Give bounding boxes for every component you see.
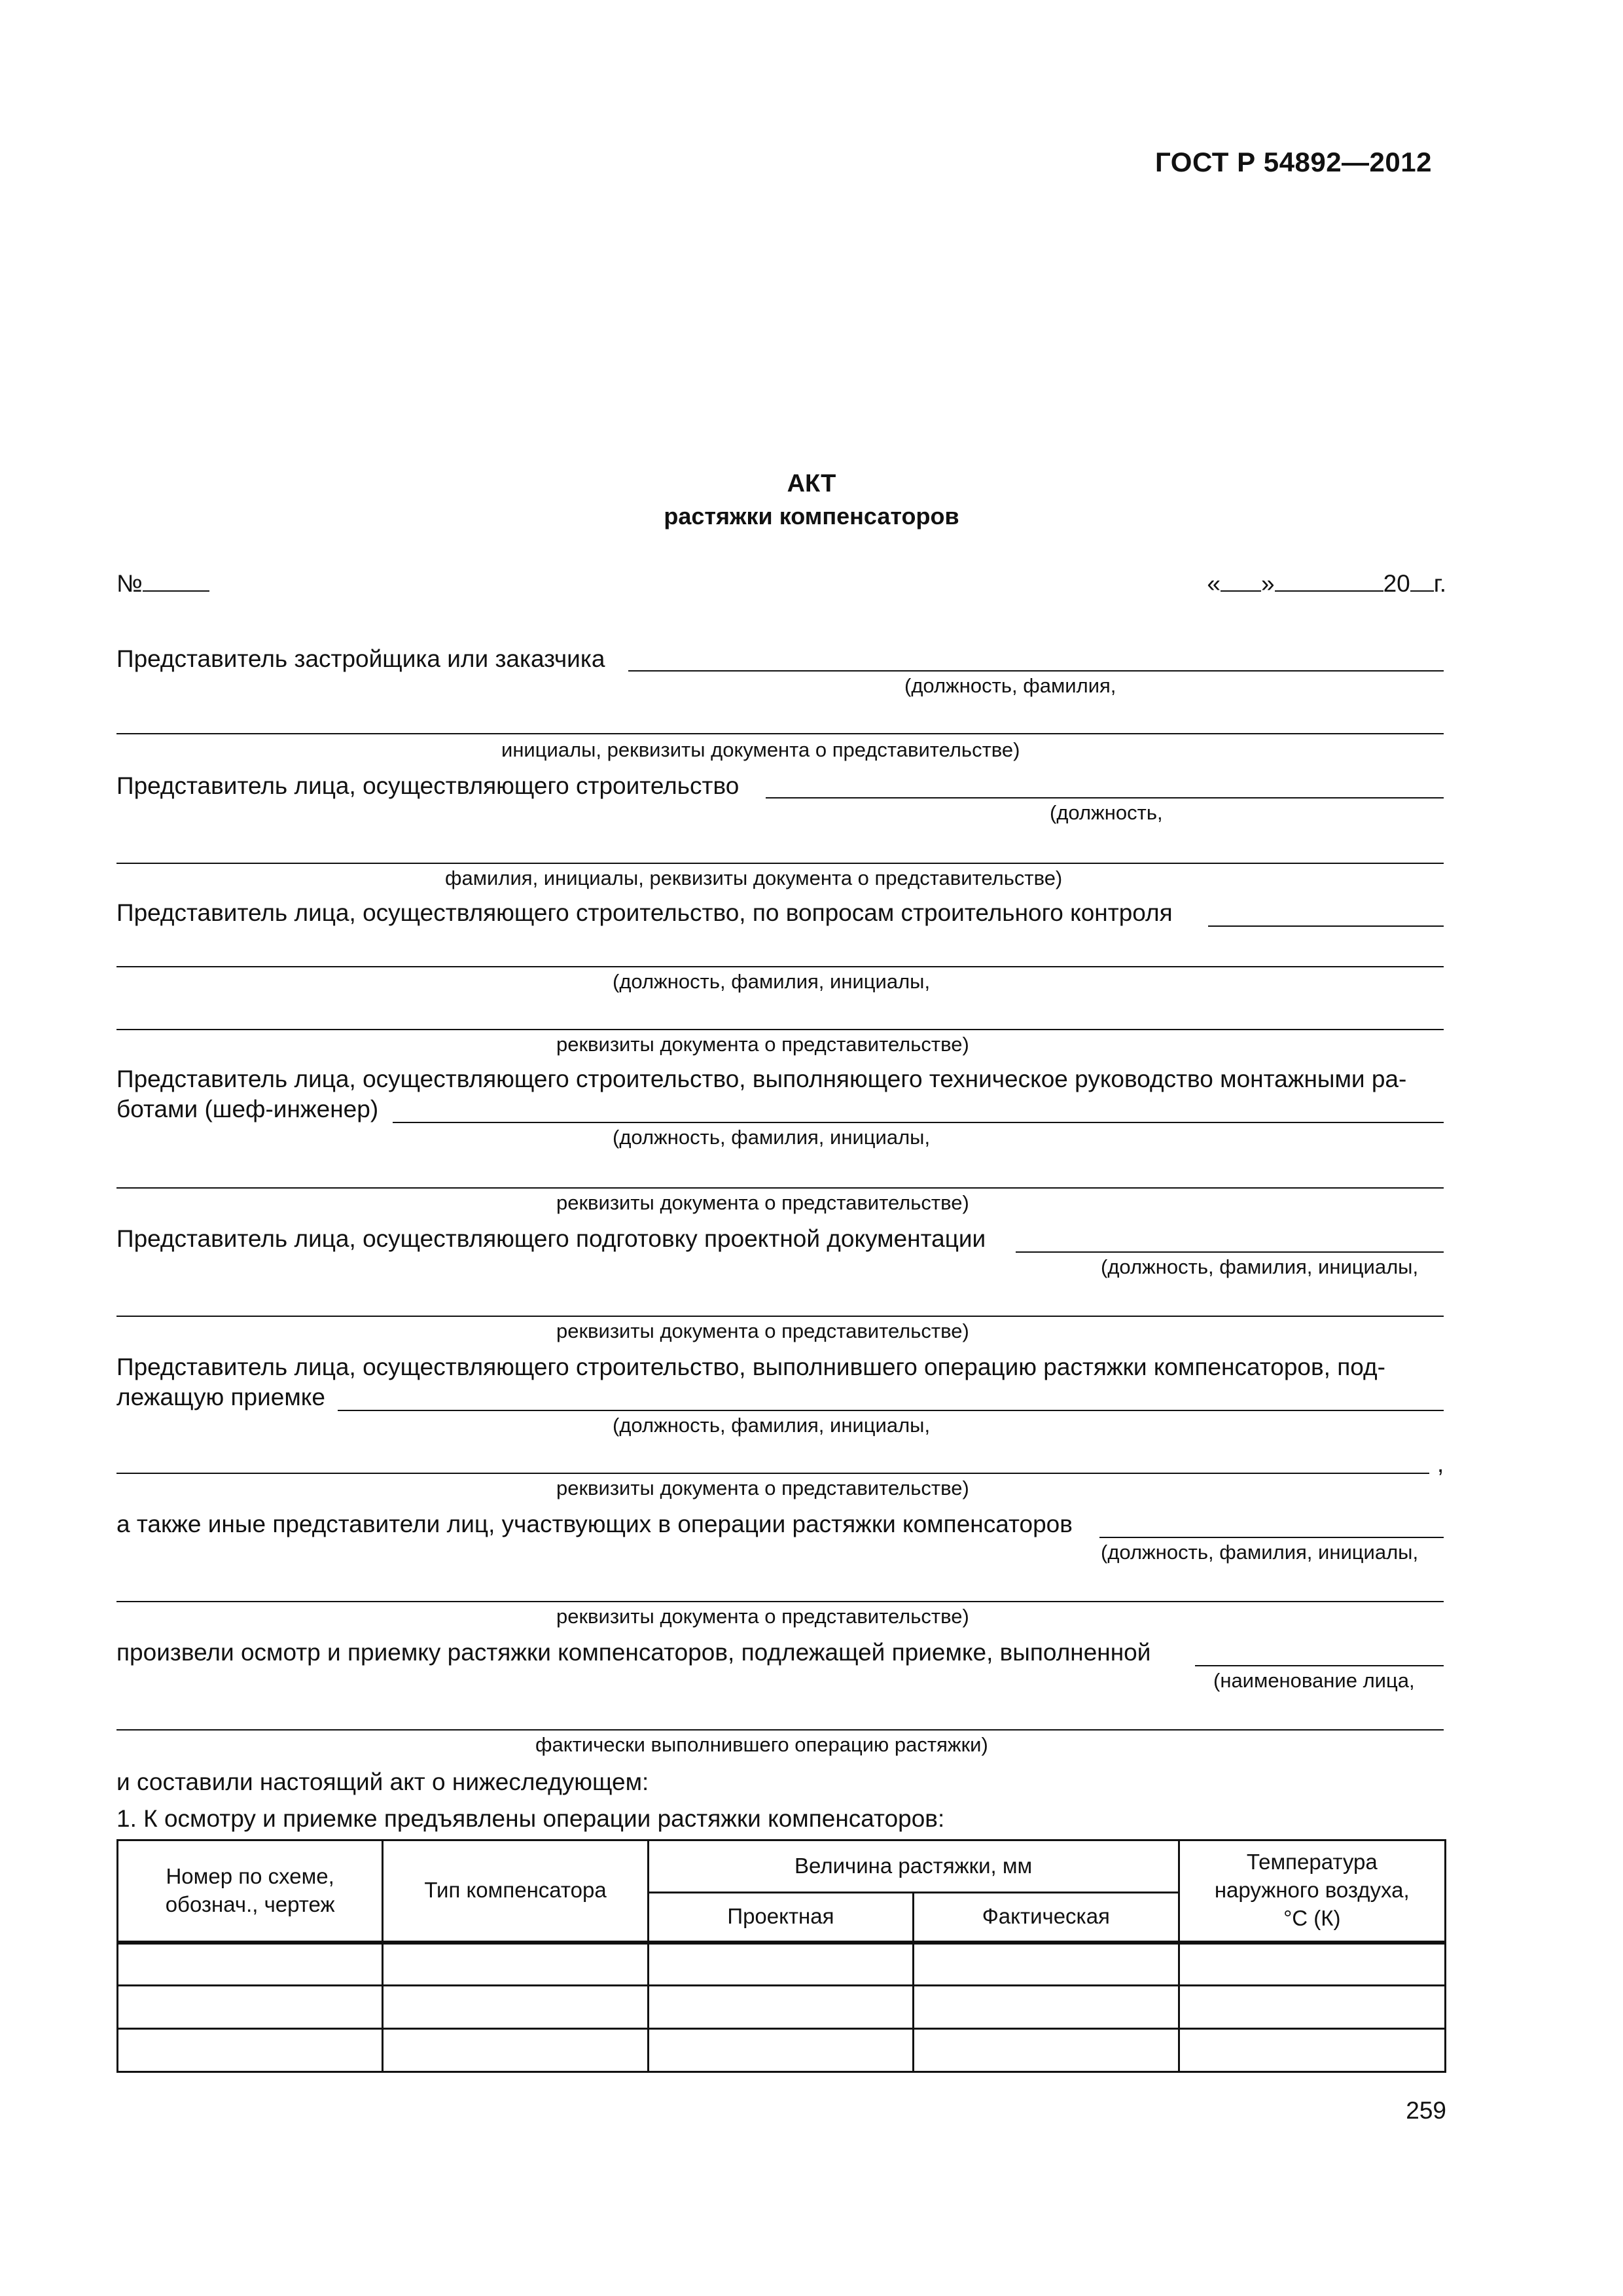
rep-control-caption-2: реквизиты документа о представительстве)	[556, 1033, 969, 1056]
rep-executor-caption: (должность, фамилия, инициалы,	[613, 1414, 931, 1437]
performer-caption-2: фактически выполнившего операцию растяжки)	[535, 1733, 988, 1756]
col-header-stretch-value: Величина растяжки, мм	[648, 1840, 1179, 1893]
rep-developer-input-2[interactable]	[116, 733, 1444, 734]
rep-control-label: Представитель лица, осуществляющего строительство, по вопросам строительного контроля	[116, 899, 1173, 926]
col-header-scheme-number: Номер по схеме, обознач., чертеж	[118, 1840, 383, 1943]
rep-design-input[interactable]	[1016, 1251, 1444, 1253]
rep-control-input[interactable]	[1208, 925, 1444, 927]
table-cell[interactable]	[648, 2029, 913, 2072]
performer-input[interactable]	[1195, 1665, 1444, 1666]
act-number	[116, 571, 209, 596]
table-row	[118, 1986, 1446, 2029]
rep-developer-input[interactable]	[628, 670, 1444, 672]
table-cell[interactable]	[118, 2029, 383, 2072]
compensators-table	[116, 1839, 1446, 2073]
inspection-label: произвели осмотр и приемку растяжки компенсаторов, подлежащей приемке, выполненной	[116, 1639, 1151, 1666]
rep-builder-label: Представитель лица, осуществляющего строительство	[116, 772, 740, 799]
rep-others-input-2[interactable]	[116, 1601, 1444, 1602]
rep-executor-label-2: лежащую приемке	[116, 1384, 325, 1410]
rep-chief-engineer-caption: (должность, фамилия, инициалы,	[613, 1126, 931, 1149]
table-cell[interactable]	[914, 1986, 1179, 2029]
performer-caption: (наименование лица,	[1213, 1669, 1415, 1692]
date-open-quote: «	[1207, 570, 1221, 597]
table-cell[interactable]	[1179, 2029, 1445, 2072]
rep-control-caption: (должность, фамилия, инициалы,	[613, 970, 931, 993]
rep-design-caption-2: реквизиты документа о представительстве)	[556, 1319, 969, 1342]
table-cell[interactable]	[914, 2029, 1179, 2072]
item-1-text: 1. К осмотру и приемке предъявлены операции растяжки компенсаторов:	[116, 1805, 945, 1832]
rep-chief-engineer-caption-2: реквизиты документа о представительстве)	[556, 1191, 969, 1214]
table-cell[interactable]	[118, 1943, 383, 1986]
table-cell[interactable]	[383, 2029, 648, 2072]
rep-executor-caption-2: реквизиты документа о представительстве)	[556, 1477, 969, 1499]
col-header-compensator-type: Тип компенсатора	[383, 1840, 648, 1943]
table-cell[interactable]	[118, 1986, 383, 2029]
rep-executor-label-1: Представитель лица, осуществляющего строительство, выполнившего операцию растяжки компенсаторов, под-	[116, 1354, 1385, 1380]
rep-builder-caption: (должность,	[1050, 801, 1163, 824]
table-cell[interactable]	[648, 1986, 913, 2029]
number-label: №	[116, 570, 143, 597]
doc-subtitle: растяжки компенсаторов	[664, 503, 959, 529]
year-blank[interactable]	[1410, 571, 1434, 592]
rep-control-input-3[interactable]	[116, 1029, 1444, 1030]
act-date	[1207, 571, 1446, 596]
col-header-design: Проектная	[648, 1893, 913, 1943]
trailing-comma: ,	[1437, 1450, 1444, 1477]
doc-title: АКТ	[787, 470, 836, 497]
rep-developer-caption: (должность, фамилия,	[904, 674, 1116, 697]
rep-chief-engineer-label-1: Представитель лица, осуществляющего строительство, выполняющего техническое руководство монтажными ра-	[116, 1066, 1407, 1092]
table-row	[118, 1943, 1446, 1986]
day-blank[interactable]	[1221, 571, 1261, 592]
table-cell[interactable]	[914, 1943, 1179, 1986]
rep-others-caption-2: реквизиты документа о представительстве)	[556, 1605, 969, 1628]
conclusion-text: и составили настоящий акт о нижеследующем:	[116, 1768, 649, 1795]
rep-executor-input-2[interactable]	[116, 1473, 1429, 1474]
table-cell[interactable]	[383, 1986, 648, 2029]
rep-chief-engineer-input[interactable]	[393, 1122, 1444, 1123]
rep-builder-caption-2: фамилия, инициалы, реквизиты документа о представительстве)	[445, 867, 1063, 889]
date-close-quote: »	[1261, 570, 1275, 597]
page-number: 259	[1406, 2097, 1446, 2124]
year-suffix: г.	[1433, 570, 1446, 597]
standard-code: ГОСТ Р 54892—2012	[1155, 147, 1432, 177]
year-prefix: 20	[1383, 570, 1410, 597]
rep-others-label: а также иные представители лиц, участвующих в операции растяжки компенсаторов	[116, 1511, 1073, 1537]
rep-builder-input[interactable]	[766, 797, 1444, 798]
table-cell[interactable]	[648, 1943, 913, 1986]
col-header-actual: Фактическая	[914, 1893, 1179, 1943]
number-blank[interactable]	[143, 571, 209, 592]
rep-design-input-2[interactable]	[116, 1316, 1444, 1317]
rep-others-input[interactable]	[1099, 1537, 1444, 1538]
rep-others-caption: (должность, фамилия, инициалы,	[1101, 1541, 1419, 1564]
rep-executor-input[interactable]	[338, 1410, 1444, 1411]
table-row	[118, 2029, 1446, 2072]
rep-chief-engineer-input-2[interactable]	[116, 1187, 1444, 1189]
rep-design-label: Представитель лица, осуществляющего подготовку проектной документации	[116, 1225, 986, 1252]
table-cell[interactable]	[1179, 1943, 1445, 1986]
table-cell[interactable]	[1179, 1986, 1445, 2029]
table-cell[interactable]	[383, 1943, 648, 1986]
col-header-air-temperature: Температура наружного воздуха, °С (К)	[1179, 1840, 1445, 1943]
rep-builder-input-2[interactable]	[116, 863, 1444, 864]
rep-developer-label: Представитель застройщика или заказчика	[116, 645, 605, 672]
performer-input-2[interactable]	[116, 1729, 1444, 1731]
rep-control-input-2[interactable]	[116, 966, 1444, 967]
rep-developer-caption-2: инициалы, реквизиты документа о представительстве)	[501, 738, 1020, 761]
rep-chief-engineer-label-2: ботами (шеф-инженер)	[116, 1096, 379, 1122]
rep-design-caption: (должность, фамилия, инициалы,	[1101, 1255, 1419, 1278]
month-blank[interactable]	[1275, 571, 1383, 592]
